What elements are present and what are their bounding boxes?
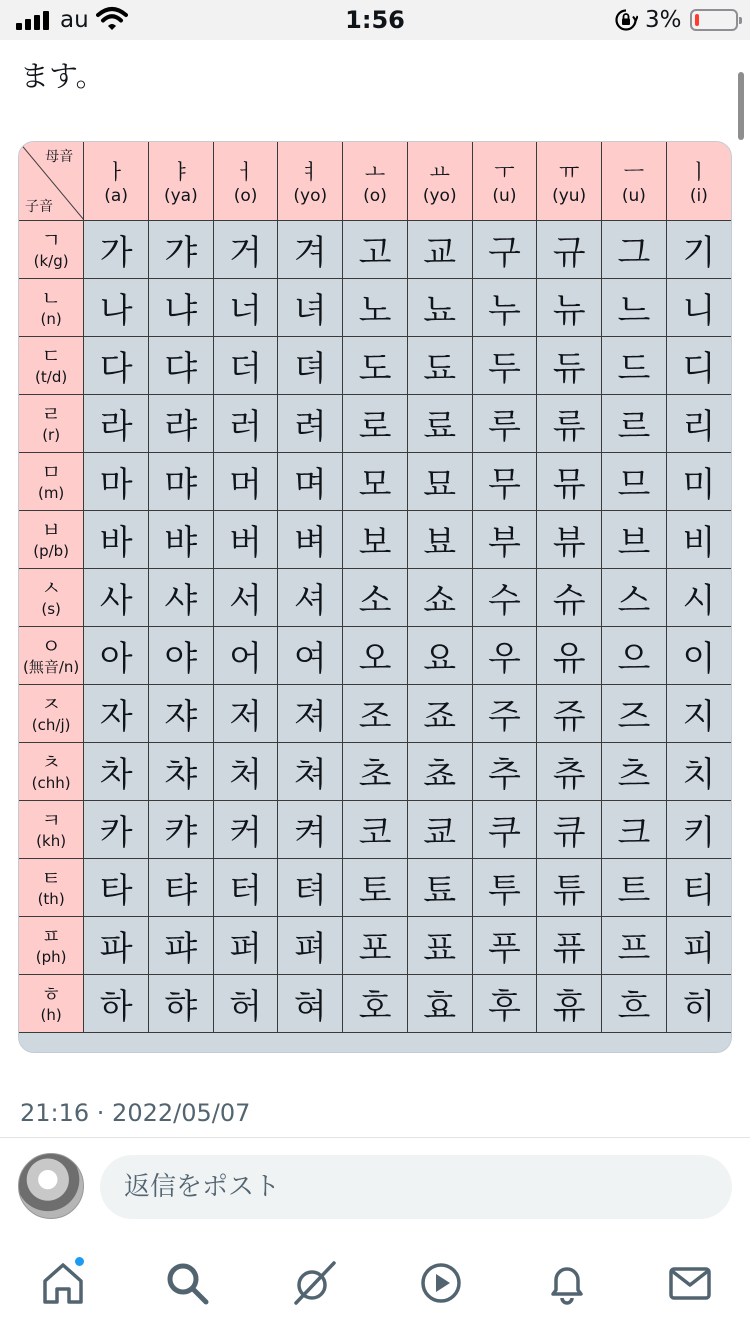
syllable-cell: 효	[407, 974, 472, 1032]
syllable-cell: 서	[213, 568, 278, 626]
consonant-romanization: (k/g)	[33, 252, 69, 270]
syllable-cell: 모	[343, 452, 408, 510]
consonant-romanization: (kh)	[36, 832, 67, 850]
syllable-cell: 브	[602, 510, 667, 568]
consonant-romanization: (p/b)	[33, 542, 70, 560]
table-row	[19, 742, 731, 800]
vowel-romanization: (o)	[233, 185, 258, 206]
syllable-cell: 쿠	[472, 800, 537, 858]
syllable-cell: 자	[84, 684, 149, 742]
vowel-jamo: ㅏ	[105, 159, 127, 184]
syllable-cell: 느	[602, 278, 667, 336]
vowel-header-cell	[278, 142, 343, 220]
syllable-cell: 므	[602, 452, 667, 510]
vowel-header-cell	[666, 142, 731, 220]
syllable-cell: 뱌	[148, 510, 213, 568]
consonant-romanization: (ch/j)	[31, 716, 71, 734]
consonant-axis-label: 子音	[25, 198, 53, 215]
consonant-jamo: ㄷ	[41, 344, 61, 368]
consonant-romanization: (th)	[37, 890, 65, 908]
consonant-header-cell	[19, 684, 84, 742]
syllable-cell: 쳐	[278, 742, 343, 800]
syllable-cell: 표	[407, 916, 472, 974]
syllable-cell: 캬	[148, 800, 213, 858]
syllable-cell: 먀	[148, 452, 213, 510]
syllable-cell: 큐	[537, 800, 602, 858]
consonant-jamo: ㅎ	[41, 982, 61, 1006]
syllable-cell: 하	[84, 974, 149, 1032]
vowel-header-cell	[148, 142, 213, 220]
syllable-cell: 벼	[278, 510, 343, 568]
syllable-cell: 뉴	[537, 278, 602, 336]
vowel-header-cell	[213, 142, 278, 220]
vowel-romanization: (u)	[492, 185, 517, 206]
vowel-jamo: ㅡ	[623, 159, 645, 184]
syllable-cell: 푸	[472, 916, 537, 974]
syllable-cell: 뎌	[278, 336, 343, 394]
syllable-cell: 토	[343, 858, 408, 916]
vowel-romanization: (yu)	[552, 185, 587, 206]
syllable-cell: 무	[472, 452, 537, 510]
syllable-cell: 뵤	[407, 510, 472, 568]
vowel-header-cell	[537, 142, 602, 220]
syllable-cell: 버	[213, 510, 278, 568]
syllable-cell: 쵸	[407, 742, 472, 800]
syllable-cell: 고	[343, 220, 408, 278]
vowel-header-cell	[343, 142, 408, 220]
vowel-jamo: ㅕ	[300, 159, 321, 184]
syllable-cell: 가	[84, 220, 149, 278]
syllable-cell: 뷰	[537, 510, 602, 568]
syllable-cell: 러	[213, 394, 278, 452]
syllable-cell: 퍼	[213, 916, 278, 974]
syllable-cell: 냐	[148, 278, 213, 336]
syllable-cell: 키	[666, 800, 731, 858]
vowel-romanization: (ya)	[163, 185, 198, 206]
consonant-romanization: (ph)	[35, 948, 67, 966]
vowel-jamo: ㅑ	[170, 159, 191, 184]
syllable-cell: 츄	[537, 742, 602, 800]
syllable-cell: 녀	[278, 278, 343, 336]
syllable-cell: 소	[343, 568, 408, 626]
syllable-cell: 펴	[278, 916, 343, 974]
syllable-cell: 머	[213, 452, 278, 510]
battery-percent: 3%	[645, 7, 682, 33]
consonant-header-cell	[19, 800, 84, 858]
syllable-cell: 이	[666, 626, 731, 684]
consonant-jamo: ㄱ	[41, 228, 61, 252]
syllable-cell: 갸	[148, 220, 213, 278]
syllable-cell: 마	[84, 452, 149, 510]
syllable-cell: 초	[343, 742, 408, 800]
table-row	[19, 278, 731, 336]
consonant-jamo: ㅋ	[41, 808, 61, 832]
consonant-header-cell	[19, 278, 84, 336]
consonant-jamo: ㅌ	[41, 866, 61, 890]
syllable-cell: 보	[343, 510, 408, 568]
syllable-cell: 료	[407, 394, 472, 452]
consonant-jamo: ㅇ	[41, 634, 61, 658]
syllable-cell: 거	[213, 220, 278, 278]
syllable-cell: 저	[213, 684, 278, 742]
syllable-cell: 댜	[148, 336, 213, 394]
syllable-cell: 츠	[602, 742, 667, 800]
vowel-header-cell	[602, 142, 667, 220]
syllable-cell: 도	[343, 336, 408, 394]
syllable-cell: 아	[84, 626, 149, 684]
consonant-header-cell	[19, 394, 84, 452]
syllable-cell: 듀	[537, 336, 602, 394]
table-row	[19, 510, 731, 568]
table-corner-cell	[19, 142, 84, 220]
syllable-cell: 죠	[407, 684, 472, 742]
bell-icon[interactable]	[543, 1259, 591, 1307]
syllable-cell: 사	[84, 568, 149, 626]
syllable-cell: 려	[278, 394, 343, 452]
tweet-timestamp: 21:16 · 2022/05/07	[20, 1099, 251, 1127]
syllable-cell: 뇨	[407, 278, 472, 336]
vowel-jamo: ㅛ	[429, 159, 450, 184]
syllable-cell: 다	[84, 336, 149, 394]
syllable-cell: 스	[602, 568, 667, 626]
syllable-cell: 부	[472, 510, 537, 568]
syllable-cell: 묘	[407, 452, 472, 510]
carrier-name: au	[60, 7, 89, 33]
syllable-cell: 주	[472, 684, 537, 742]
syllable-cell: 우	[472, 626, 537, 684]
syllable-cell: 로	[343, 394, 408, 452]
vowel-romanization: (yo)	[293, 185, 328, 206]
syllable-cell: 노	[343, 278, 408, 336]
search-icon[interactable]	[163, 1259, 211, 1307]
syllable-cell: 퓨	[537, 916, 602, 974]
table-row	[19, 684, 731, 742]
hangul-table	[19, 142, 731, 1033]
syllable-cell: 터	[213, 858, 278, 916]
vowel-jamo: ㅜ	[494, 159, 515, 184]
syllable-cell: 즈	[602, 684, 667, 742]
battery-icon	[690, 9, 738, 31]
consonant-header-cell	[19, 742, 84, 800]
vowel-romanization: (yo)	[422, 185, 457, 206]
consonant-romanization: (m)	[37, 484, 65, 502]
syllable-cell: 텨	[278, 858, 343, 916]
syllable-cell: 튜	[537, 858, 602, 916]
consonant-header-cell	[19, 510, 84, 568]
syllable-cell: 어	[213, 626, 278, 684]
syllable-cell: 유	[537, 626, 602, 684]
table-row	[19, 626, 731, 684]
syllable-cell: 교	[407, 220, 472, 278]
syllable-cell: 햐	[148, 974, 213, 1032]
syllable-cell: 파	[84, 916, 149, 974]
syllable-cell: 셔	[278, 568, 343, 626]
syllable-cell: 바	[84, 510, 149, 568]
syllable-cell: 치	[666, 742, 731, 800]
vowel-romanization: (u)	[621, 185, 646, 206]
syllable-cell: 히	[666, 974, 731, 1032]
syllable-cell: 조	[343, 684, 408, 742]
syllable-cell: 니	[666, 278, 731, 336]
syllable-cell: 켜	[278, 800, 343, 858]
syllable-cell: 기	[666, 220, 731, 278]
status-bar	[0, 0, 750, 40]
syllable-cell: 두	[472, 336, 537, 394]
status-time: 1:56	[345, 6, 405, 34]
syllable-cell: 피	[666, 916, 731, 974]
syllable-cell: 차	[84, 742, 149, 800]
consonant-header-cell	[19, 220, 84, 278]
vowel-jamo: ㅠ	[559, 159, 580, 184]
vowel-axis-label: 母音	[45, 149, 74, 165]
syllable-cell: 호	[343, 974, 408, 1032]
syllable-cell: 드	[602, 336, 667, 394]
syllable-cell: 누	[472, 278, 537, 336]
consonant-romanization: (t/d)	[35, 368, 68, 386]
consonant-header-cell	[19, 858, 84, 916]
syllable-cell: 류	[537, 394, 602, 452]
syllable-cell: 퍄	[148, 916, 213, 974]
vowel-jamo: ㅣ	[688, 159, 710, 184]
consonant-jamo: ㅍ	[41, 924, 61, 948]
video-icon[interactable]	[417, 1259, 465, 1307]
syllable-cell: 수	[472, 568, 537, 626]
table-row	[19, 220, 731, 278]
syllable-cell: 투	[472, 858, 537, 916]
consonant-jamo: ㅂ	[41, 518, 61, 542]
table-row	[19, 452, 731, 510]
reply-input[interactable]: 返信をポスト	[100, 1155, 732, 1219]
grok-icon[interactable]	[290, 1259, 338, 1307]
consonant-romanization: (chh)	[31, 774, 71, 792]
tab-bar	[0, 1245, 750, 1334]
syllable-cell: 쥬	[537, 684, 602, 742]
table-row	[19, 974, 731, 1032]
vowel-header-cell	[472, 142, 537, 220]
syllable-cell: 쿄	[407, 800, 472, 858]
syllable-cell: 라	[84, 394, 149, 452]
syllable-cell: 구	[472, 220, 537, 278]
tweet-text: ます。	[20, 59, 105, 93]
syllable-cell: 휴	[537, 974, 602, 1032]
syllable-cell: 코	[343, 800, 408, 858]
syllable-cell: 탸	[148, 858, 213, 916]
divider	[0, 1137, 750, 1138]
scrollbar[interactable]	[738, 72, 744, 140]
syllable-cell: 포	[343, 916, 408, 974]
mail-icon[interactable]	[666, 1259, 714, 1307]
syllable-cell: 뮤	[537, 452, 602, 510]
consonant-jamo: ㅈ	[41, 692, 61, 716]
syllable-cell: 허	[213, 974, 278, 1032]
consonant-jamo: ㅅ	[41, 576, 61, 600]
syllable-cell: 며	[278, 452, 343, 510]
vowel-jamo: ㅗ	[364, 159, 386, 184]
table-row	[19, 916, 731, 974]
syllable-cell: 됴	[407, 336, 472, 394]
consonant-header-cell	[19, 452, 84, 510]
syllable-cell: 디	[666, 336, 731, 394]
consonant-romanization: (s)	[41, 600, 61, 618]
hangul-chart-image[interactable]	[18, 141, 732, 1053]
syllable-cell: 오	[343, 626, 408, 684]
syllable-cell: 타	[84, 858, 149, 916]
syllable-cell: 지	[666, 684, 731, 742]
syllable-cell: 쟈	[148, 684, 213, 742]
syllable-cell: 티	[666, 858, 731, 916]
vowel-romanization: (a)	[104, 185, 128, 206]
syllable-cell: 샤	[148, 568, 213, 626]
table-row	[19, 800, 731, 858]
syllable-cell: 져	[278, 684, 343, 742]
consonant-header-cell	[19, 568, 84, 626]
consonant-jamo: ㅊ	[41, 750, 61, 774]
syllable-cell: 여	[278, 626, 343, 684]
syllable-cell: 프	[602, 916, 667, 974]
vowel-romanization: (i)	[689, 185, 708, 206]
avatar[interactable]	[18, 1153, 84, 1219]
syllable-cell: 랴	[148, 394, 213, 452]
table-header-row	[19, 142, 731, 220]
syllable-cell: 미	[666, 452, 731, 510]
syllable-cell: 시	[666, 568, 731, 626]
syllable-cell: 추	[472, 742, 537, 800]
syllable-cell: 그	[602, 220, 667, 278]
syllable-cell: 크	[602, 800, 667, 858]
vowel-romanization: (o)	[363, 185, 387, 206]
syllable-cell: 슈	[537, 568, 602, 626]
syllable-cell: 요	[407, 626, 472, 684]
syllable-cell: 나	[84, 278, 149, 336]
consonant-romanization: (h)	[40, 1006, 62, 1024]
consonant-header-cell	[19, 626, 84, 684]
syllable-cell: 처	[213, 742, 278, 800]
vowel-jamo: ㅓ	[235, 159, 256, 184]
syllable-cell: 후	[472, 974, 537, 1032]
vowel-header-cell	[407, 142, 472, 220]
syllable-cell: 트	[602, 858, 667, 916]
syllable-cell: 리	[666, 394, 731, 452]
syllable-cell: 루	[472, 394, 537, 452]
consonant-jamo: ㅁ	[41, 460, 61, 484]
syllable-cell: 쇼	[407, 568, 472, 626]
home-notification-dot	[74, 1256, 85, 1267]
syllable-cell: 겨	[278, 220, 343, 278]
consonant-header-cell	[19, 974, 84, 1032]
syllable-cell: 비	[666, 510, 731, 568]
syllable-cell: 르	[602, 394, 667, 452]
vowel-header-cell	[84, 142, 149, 220]
consonant-header-cell	[19, 336, 84, 394]
syllable-cell: 너	[213, 278, 278, 336]
consonant-jamo: ㄴ	[41, 286, 61, 310]
syllable-cell: 으	[602, 626, 667, 684]
syllable-cell: 카	[84, 800, 149, 858]
syllable-cell: 더	[213, 336, 278, 394]
syllable-cell: 혀	[278, 974, 343, 1032]
table-row	[19, 858, 731, 916]
syllable-cell: 야	[148, 626, 213, 684]
syllable-cell: 툐	[407, 858, 472, 916]
consonant-romanization: (無音/n)	[23, 658, 80, 676]
syllable-cell: 흐	[602, 974, 667, 1032]
syllable-cell: 커	[213, 800, 278, 858]
consonant-romanization: (n)	[40, 310, 62, 328]
syllable-cell: 챠	[148, 742, 213, 800]
table-row	[19, 394, 731, 452]
consonant-romanization: (r)	[42, 426, 61, 444]
consonant-header-cell	[19, 916, 84, 974]
syllable-cell: 규	[537, 220, 602, 278]
table-row	[19, 568, 731, 626]
orientation-lock-icon	[614, 8, 638, 32]
consonant-jamo: ㄹ	[41, 402, 61, 426]
table-row	[19, 336, 731, 394]
